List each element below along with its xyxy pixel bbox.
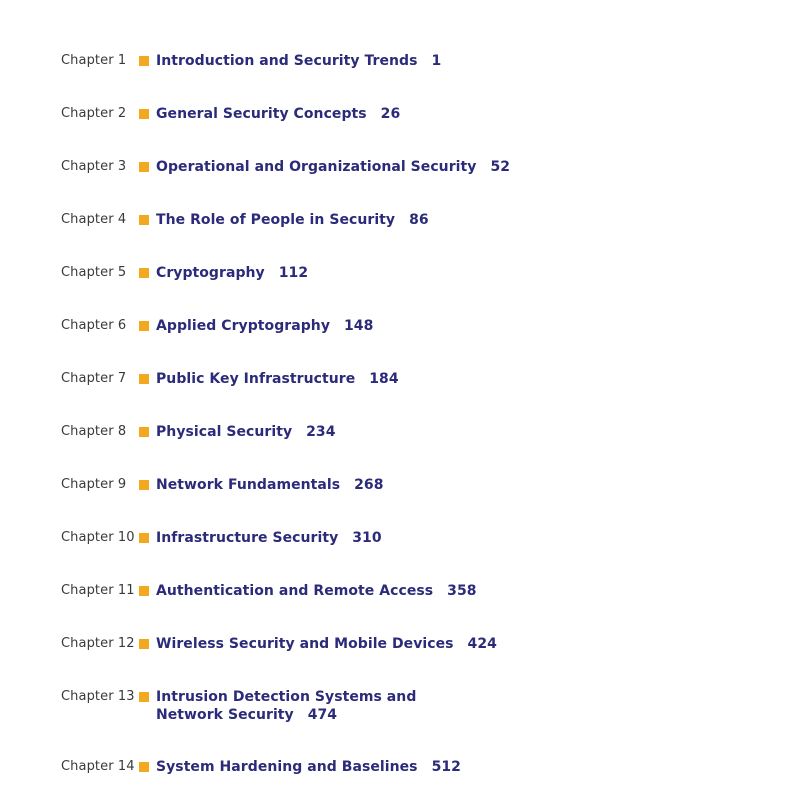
page-number: 52: [490, 159, 511, 175]
bullet-square-icon: [139, 639, 149, 649]
chapter-title-line: [156, 158, 510, 176]
page-number: 358: [447, 583, 477, 599]
bullet-square-icon: [139, 268, 149, 278]
page-number: 112: [278, 265, 309, 281]
chapter-title[interactable]: Intrusion Detection Systems and Network Security: [156, 689, 417, 723]
page-number: 512: [431, 759, 461, 775]
chapter-title[interactable]: Introduction and Security Trends: [156, 53, 418, 69]
chapter-title-line: [156, 688, 486, 724]
page-number: 86: [409, 212, 429, 228]
bullet-square-icon: [139, 427, 149, 437]
toc-entry-chapter-5[interactable]: [61, 264, 761, 282]
toc-entry-chapter-1[interactable]: [61, 52, 761, 70]
page-number: 310: [352, 530, 382, 546]
chapter-title[interactable]: Public Key Infrastructure: [156, 371, 356, 387]
bullet-square-icon: [139, 762, 149, 772]
bullet-square-icon: [139, 215, 149, 225]
bullet-square-icon: [139, 109, 149, 119]
chapter-number: Chapter 4: [61, 212, 127, 227]
chapter-title-line: [156, 423, 336, 441]
bullet-square-icon: [139, 586, 149, 596]
bullet-square-icon: [139, 374, 149, 384]
chapter-title-line: [156, 264, 308, 282]
page-number: 184: [369, 371, 399, 387]
toc-entry-chapter-13[interactable]: [61, 688, 761, 724]
chapter-number: Chapter 14: [61, 759, 135, 774]
chapter-title-line: [156, 370, 399, 388]
chapter-title[interactable]: Infrastructure Security: [156, 530, 339, 546]
chapter-number: Chapter 1: [61, 53, 127, 68]
bullet-square-icon: [139, 692, 149, 702]
page-number: 26: [380, 106, 401, 122]
chapter-title[interactable]: Authentication and Remote Access: [156, 583, 434, 599]
chapter-number: Chapter 5: [61, 265, 127, 280]
chapter-title[interactable]: General Security Concepts: [156, 106, 367, 122]
chapter-title[interactable]: Cryptography: [156, 265, 265, 281]
chapter-title[interactable]: Operational and Organizational Security: [156, 159, 477, 175]
chapter-number: Chapter 7: [61, 371, 127, 386]
chapter-number: Chapter 8: [61, 424, 127, 439]
toc-entry-chapter-11[interactable]: [61, 582, 761, 600]
chapter-title-line: [156, 758, 461, 776]
chapter-number: Chapter 9: [61, 477, 127, 492]
toc-entry-chapter-9[interactable]: [61, 476, 761, 494]
toc-entry-chapter-2[interactable]: [61, 105, 761, 123]
toc-entry-chapter-6[interactable]: [61, 317, 761, 335]
chapter-title[interactable]: Wireless Security and Mobile Devices: [156, 636, 454, 652]
chapter-title-line: [156, 52, 441, 70]
chapter-title-line: [156, 476, 384, 494]
chapter-title-line: [156, 105, 400, 123]
chapter-title-line: [156, 211, 429, 229]
chapter-number: Chapter 6: [61, 318, 127, 333]
toc-entry-chapter-10[interactable]: [61, 529, 761, 547]
chapter-title-line: [156, 582, 477, 600]
chapter-title-line: [156, 635, 497, 653]
chapter-title[interactable]: System Hardening and Baselines: [156, 759, 418, 775]
toc-entry-chapter-14[interactable]: [61, 758, 761, 776]
page-number: 424: [467, 636, 497, 652]
bullet-square-icon: [139, 56, 149, 66]
toc-entry-chapter-3[interactable]: [61, 158, 761, 176]
chapter-title[interactable]: Network Fundamentals: [156, 477, 341, 493]
chapter-number: Chapter 12: [61, 636, 135, 651]
bullet-square-icon: [139, 480, 149, 490]
chapter-title[interactable]: Physical Security: [156, 424, 293, 440]
toc-entry-chapter-8[interactable]: [61, 423, 761, 441]
page-number: 234: [306, 424, 336, 440]
chapter-number: Chapter 3: [61, 159, 127, 174]
page-number: 1: [431, 53, 442, 69]
bullet-square-icon: [139, 162, 149, 172]
bullet-square-icon: [139, 321, 149, 331]
toc-entry-chapter-12[interactable]: [61, 635, 761, 653]
chapter-title-line: [156, 317, 373, 335]
chapter-number: Chapter 11: [61, 583, 135, 598]
toc-entry-chapter-7[interactable]: [61, 370, 761, 388]
page-number: 148: [344, 318, 374, 334]
page-number: 268: [354, 477, 384, 493]
chapter-title[interactable]: Applied Cryptography: [156, 318, 330, 334]
chapter-title[interactable]: The Role of People in Security: [156, 212, 396, 228]
chapter-number: Chapter 10: [61, 530, 135, 545]
toc-entry-chapter-4[interactable]: [61, 211, 761, 229]
chapter-number: Chapter 13: [61, 689, 135, 704]
page-number: 474: [307, 707, 338, 723]
chapter-title-line: [156, 529, 382, 547]
bullet-square-icon: [139, 533, 149, 543]
chapter-number: Chapter 2: [61, 106, 127, 121]
